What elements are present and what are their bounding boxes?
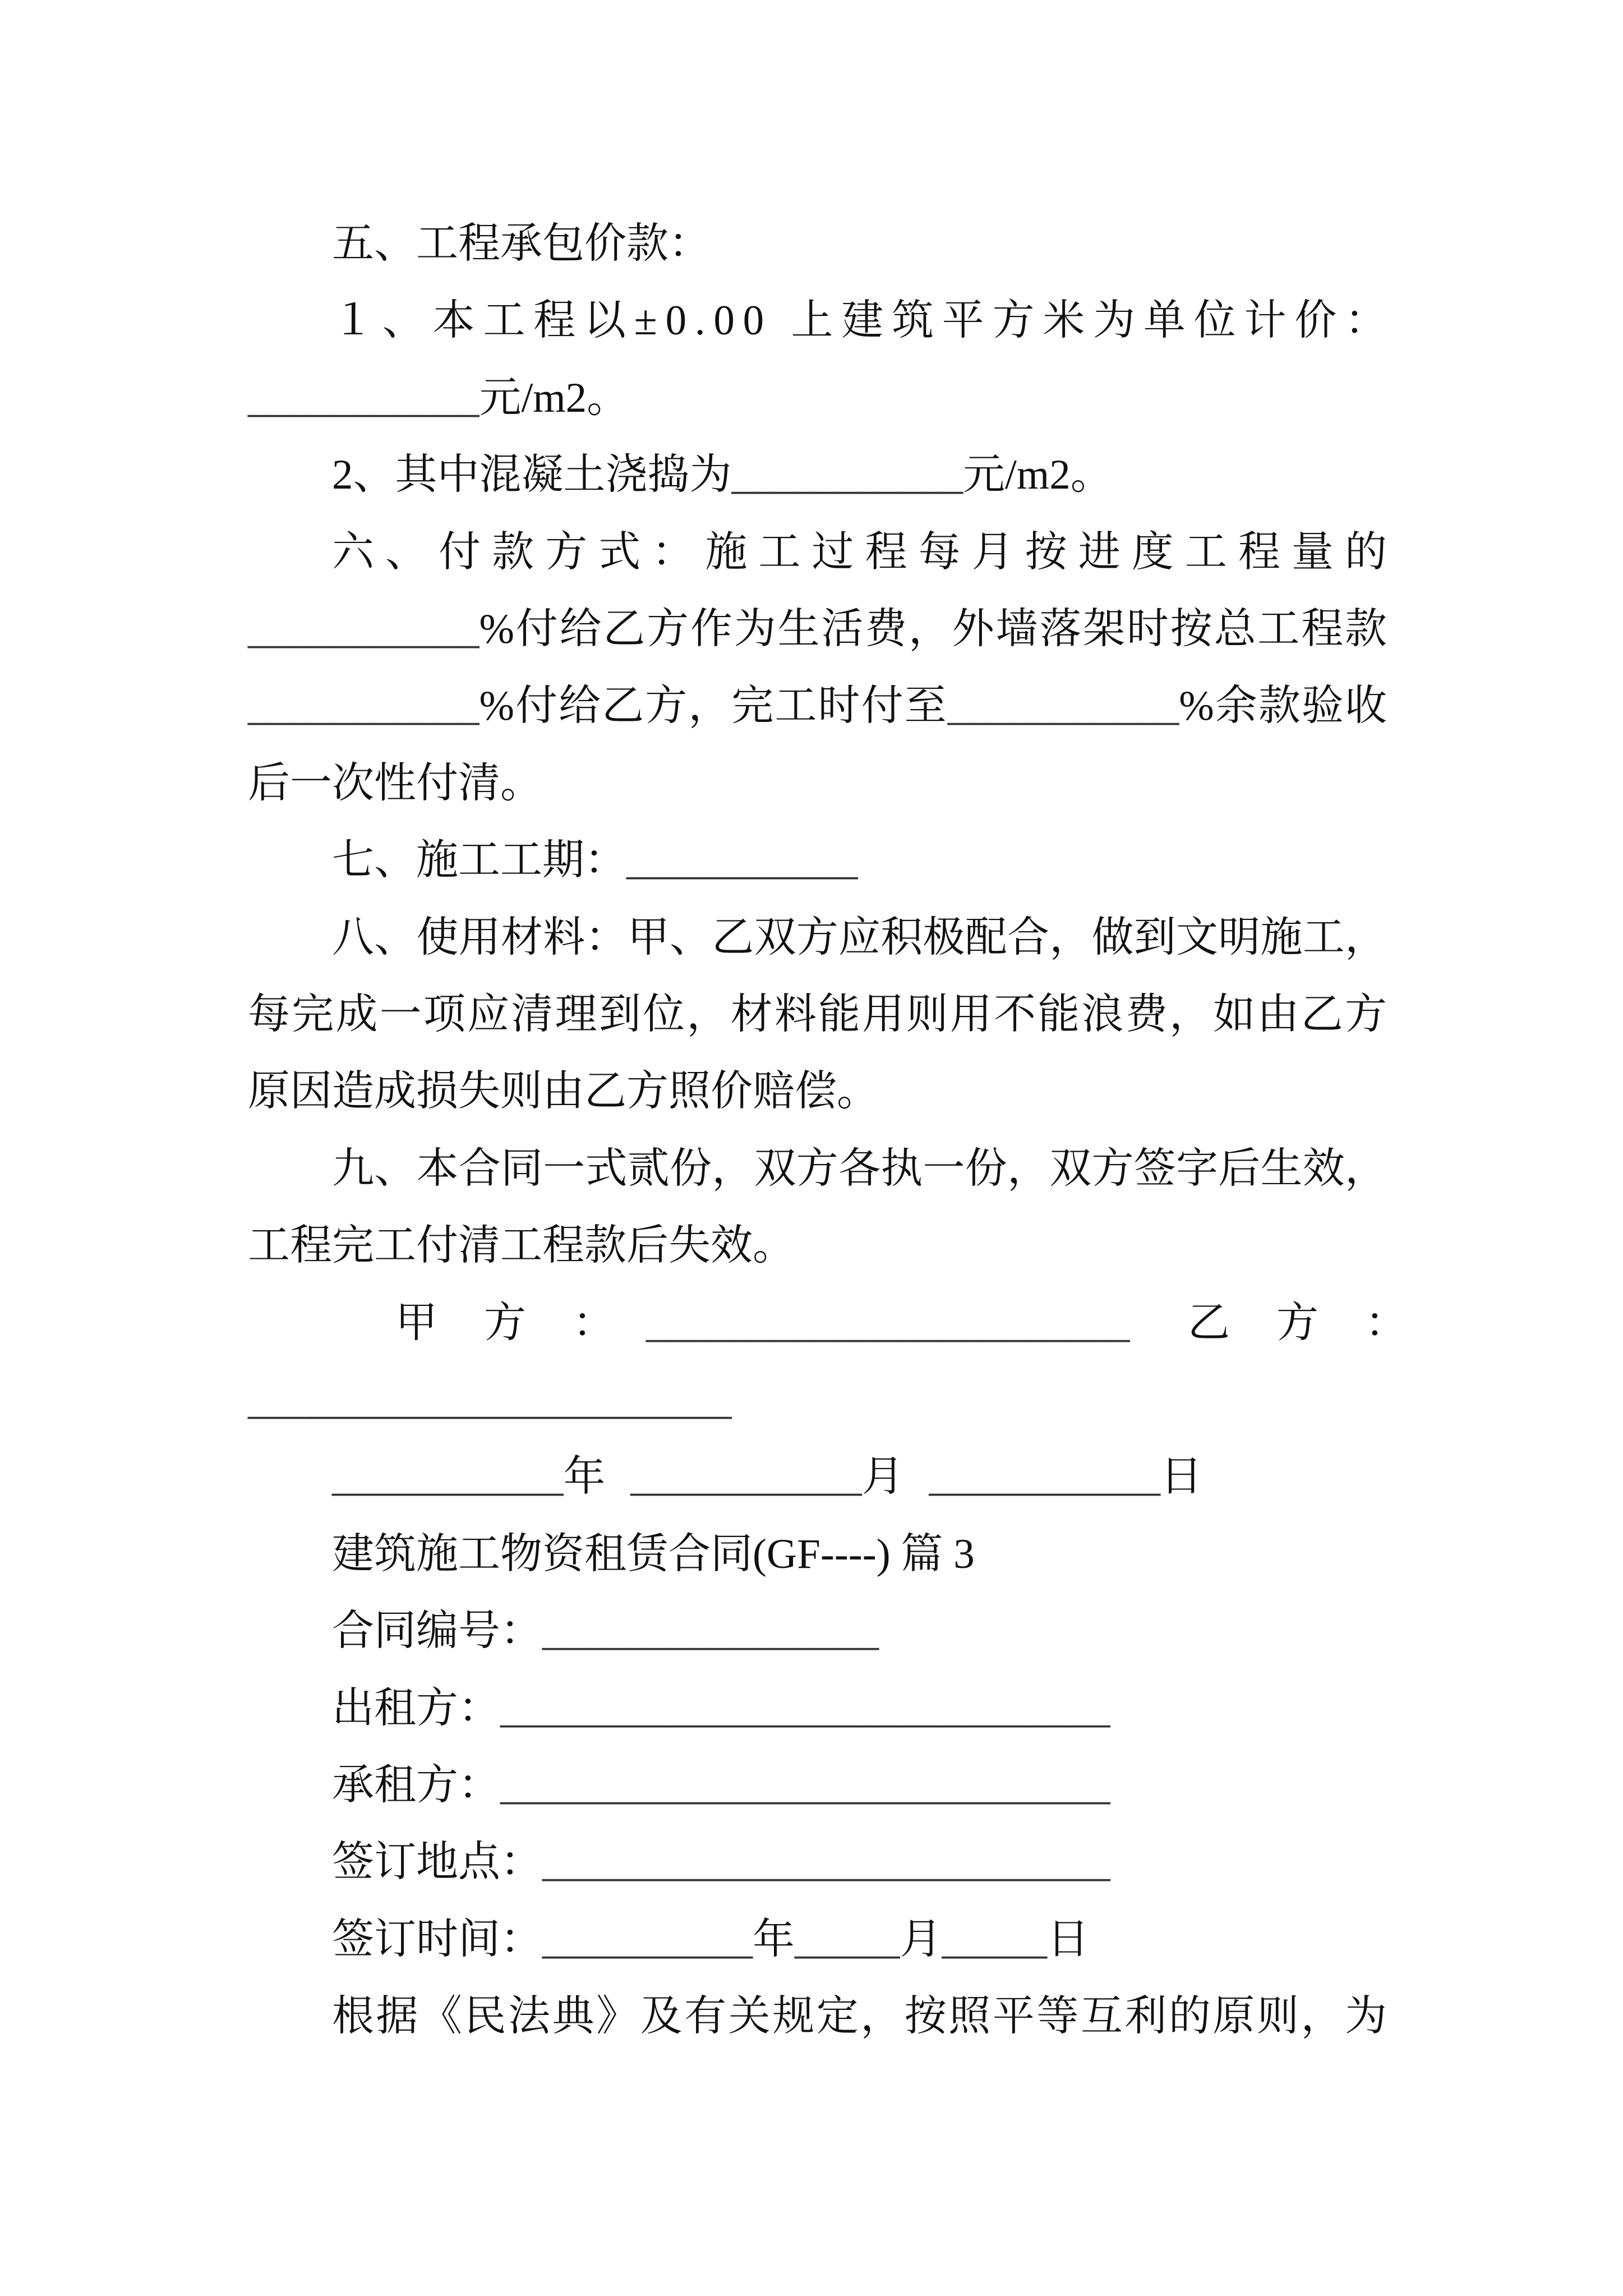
fill-in-blank: _______________________ xyxy=(248,1377,732,1423)
text-run: 2、其中混凝土浇捣为 xyxy=(332,452,732,498)
line-content xyxy=(332,529,1398,576)
fill-in-blank: ___________ xyxy=(626,837,858,884)
contract-3-intro xyxy=(248,1978,1387,2055)
signing-time-field xyxy=(248,1901,1387,1978)
text-run: 合同编号： xyxy=(332,1608,543,1654)
fill-in-blank: _____________________________ xyxy=(500,1685,1110,1732)
clause-6-line-1 xyxy=(248,514,1399,591)
text-run: 出租方： xyxy=(332,1685,501,1732)
line-content xyxy=(332,1993,1389,2040)
fill-in-blank: ___________ xyxy=(332,1453,564,1500)
clause-6-line-3 xyxy=(248,668,1387,744)
clause-5-item-1-line-2 xyxy=(248,360,1387,436)
fill-in-blank: ________________ xyxy=(542,1608,879,1654)
line-content xyxy=(332,1608,879,1654)
text-run: 七、施工工期： xyxy=(332,837,627,884)
line-content xyxy=(248,1222,795,1269)
line-content xyxy=(332,1685,1110,1732)
fill-in-blank: ___________ xyxy=(248,375,479,421)
line-content xyxy=(248,1377,732,1423)
text-run: 日 xyxy=(1160,1453,1203,1500)
text-run: 元/m2。 xyxy=(963,452,1113,498)
clause-9-line-1 xyxy=(248,1130,1387,1207)
fill-in-blank: __________ xyxy=(542,1916,753,1963)
line-content xyxy=(332,1762,1110,1809)
line-content xyxy=(248,760,542,807)
fill-in-blank: ___________________________ xyxy=(542,1839,1110,1885)
text-run: 月 xyxy=(900,1916,942,1963)
fill-in-blank: ___________ xyxy=(947,683,1179,729)
line-content xyxy=(248,1068,879,1115)
text-run: 每完成一项应清理到位，材料能用则用不能浪费，如由乙方 xyxy=(248,991,1389,1038)
text-run: 承租方： xyxy=(332,1762,501,1809)
clause-9-line-2 xyxy=(248,1207,1387,1284)
text-run: 九、本合同一式贰份，双方各执一份，双方签字后生效， xyxy=(332,1145,1387,1192)
party-b-label: 乙方： xyxy=(1188,1300,1454,1346)
text-run: 签订时间： xyxy=(332,1916,543,1963)
clause-8-line-1 xyxy=(248,899,1387,976)
clause-6-line-2 xyxy=(248,591,1387,668)
clause-6-line-4 xyxy=(248,745,1387,822)
text-run: %付给乙方作为生活费，外墙落架时按总工程款 xyxy=(479,606,1389,652)
clause-5-item-1-line-1 xyxy=(248,282,1395,359)
text-run: 年 xyxy=(753,1916,795,1963)
line-content xyxy=(248,991,1389,1038)
party-a-signature-blank: _______________________ xyxy=(646,1300,1130,1346)
line-content xyxy=(332,914,1387,961)
text-run: 六、付款方式：施工过程每月按进度工程量的 xyxy=(332,529,1399,576)
fill-in-blank: ___________ xyxy=(248,606,479,652)
text-run: 原因造成损失则由乙方照价赔偿。 xyxy=(248,1068,879,1115)
line-content xyxy=(332,1916,1089,1963)
text-run: 签订地点： xyxy=(332,1839,543,1885)
text-run: 日 xyxy=(1047,1916,1090,1963)
party-b-signature-blank xyxy=(248,1361,1387,1438)
line-content xyxy=(248,683,1388,729)
line-content xyxy=(332,452,1113,498)
text-run: 元/m2。 xyxy=(479,375,629,421)
text-run: %余款验收 xyxy=(1179,683,1389,729)
clause-8-line-2 xyxy=(248,976,1387,1053)
text-run: 建筑施工物资租赁合同(GF----) 篇 3 xyxy=(332,1531,975,1577)
text-run: １、本工程以±0.00 上建筑平方米为单位计价： xyxy=(332,297,1395,344)
party-a-label: 甲方： xyxy=(395,1300,662,1346)
text-run: 根据《民法典》及有关规定，按照平等互利的原则，为 xyxy=(332,1993,1389,2040)
fill-in-blank: _____ xyxy=(795,1916,900,1963)
contract-3-title xyxy=(248,1516,1387,1593)
line-content xyxy=(332,1145,1387,1192)
contract-number-field xyxy=(248,1593,1387,1669)
line-content xyxy=(248,606,1389,652)
signature-parties-line xyxy=(248,1285,1454,1361)
line-content xyxy=(332,1453,1202,1500)
signature-date xyxy=(248,1438,1387,1515)
clause-5-heading xyxy=(248,205,1387,282)
clause-8-line-3 xyxy=(248,1053,1387,1130)
signing-place-field xyxy=(248,1824,1387,1901)
text-run: 后一次性付清。 xyxy=(248,760,543,807)
line-content xyxy=(332,220,711,267)
text-run: 工程完工付清工程款后失效。 xyxy=(248,1222,795,1269)
lessee-field xyxy=(248,1747,1387,1824)
fill-in-blank: _____________________________ xyxy=(500,1762,1110,1809)
clause-7 xyxy=(248,822,1387,899)
clause-5-item-2 xyxy=(248,436,1387,513)
fill-in-blank: ___________ xyxy=(929,1453,1161,1500)
line-content xyxy=(332,1531,975,1577)
line-content xyxy=(332,837,858,884)
text-run: 月 xyxy=(861,1453,929,1500)
line-content xyxy=(248,375,629,421)
line-content xyxy=(332,297,1395,344)
text-run: 八、使用材料：甲、乙双方应积极配合，做到文明施工， xyxy=(332,914,1387,961)
text-run: %付给乙方，完工时付至 xyxy=(479,683,948,729)
text-run: 五、工程承包价款： xyxy=(332,220,711,267)
fill-in-blank: _____ xyxy=(942,1916,1048,1963)
lessor-field xyxy=(248,1670,1387,1747)
line-content xyxy=(332,1839,1110,1885)
fill-in-blank: ___________ xyxy=(248,683,479,729)
text-run: 年 xyxy=(563,1453,631,1500)
fill-in-blank: ___________ xyxy=(731,452,963,498)
fill-in-blank: ___________ xyxy=(630,1453,862,1500)
